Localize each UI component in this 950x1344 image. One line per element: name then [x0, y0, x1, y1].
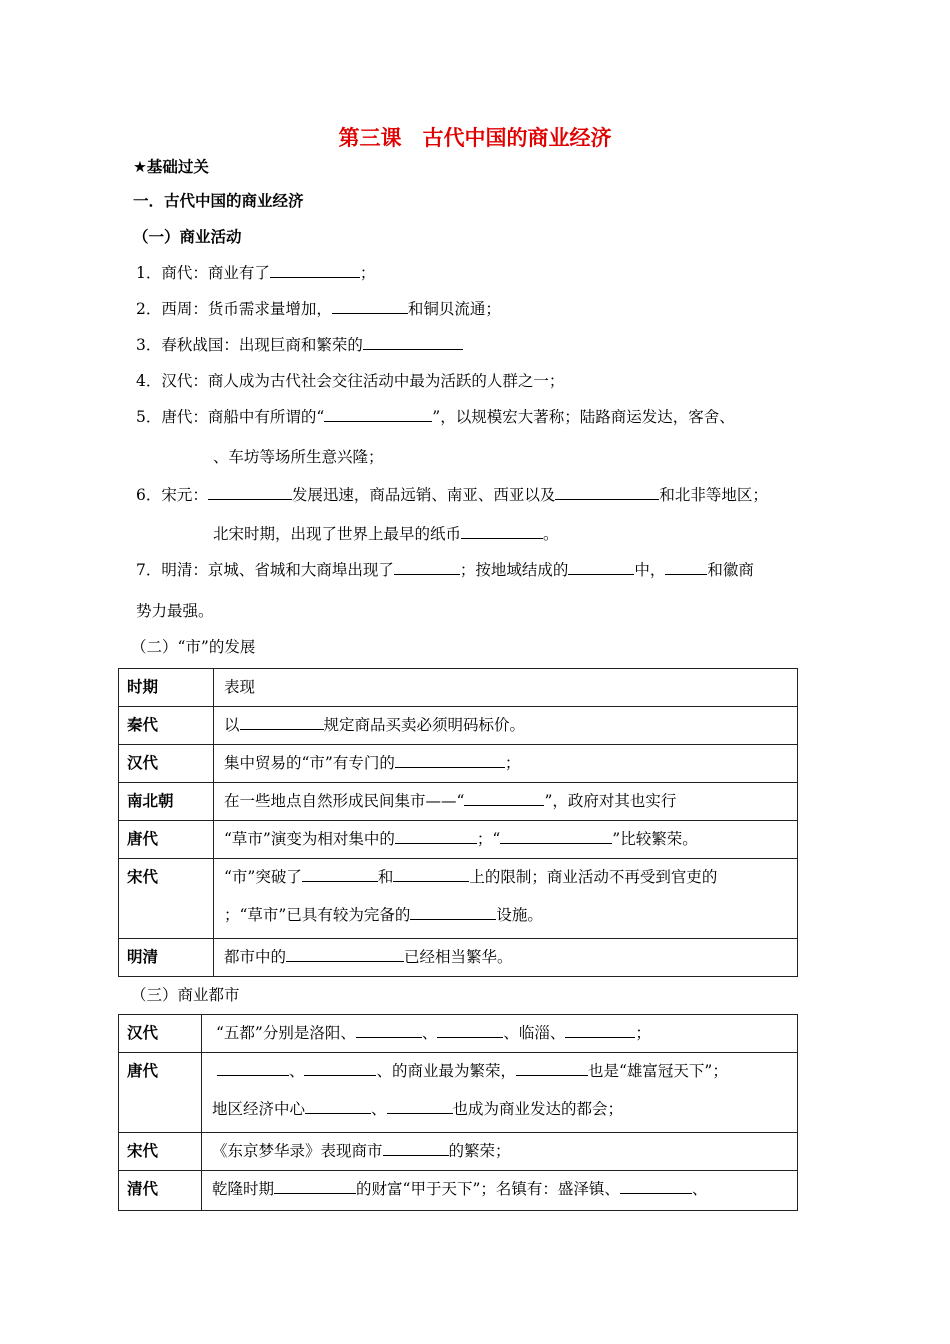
- cell-text: 上的限制；商业活动不再受到官吏的: [469, 868, 718, 886]
- cell-text: 设施。: [496, 906, 543, 924]
- fill-blank[interactable]: [395, 755, 505, 768]
- fill-blank[interactable]: [461, 526, 543, 539]
- item-2-end: 和铜贝流通；: [407, 300, 501, 318]
- cell-text: ；“草市”已具有较为完备的: [224, 906, 411, 924]
- table-row: [119, 859, 798, 939]
- item-1: [136, 261, 375, 283]
- cell-text: ”比较繁荣。: [612, 830, 698, 848]
- cell-text: 的繁荣；: [448, 1142, 511, 1160]
- subheading-activities: （一）商业活动: [133, 228, 242, 246]
- cell-text: 以: [224, 716, 240, 734]
- cell-text: 乾隆时期: [212, 1180, 275, 1198]
- cell-text: ；: [504, 754, 521, 772]
- cell-text: “五都”分别是洛阳、: [216, 1024, 356, 1042]
- cell-text: ；“: [476, 830, 501, 848]
- item-6-end: 和北非等地区；: [659, 486, 768, 504]
- row-content: [214, 707, 798, 745]
- fill-blank[interactable]: [665, 562, 707, 575]
- item-1-text: 1．商代：商业有了: [136, 264, 270, 282]
- row-period: 宋代: [119, 859, 214, 939]
- table-row: [119, 1133, 798, 1171]
- cell-text: 、: [371, 1100, 387, 1118]
- row-content: [202, 1015, 798, 1053]
- item-6-line2-text: 北宋时期，出现了世界上最早的纸币: [213, 525, 462, 543]
- fill-blank[interactable]: [500, 831, 612, 844]
- cell-text: 在一些地点自然形成民间集市——“: [224, 792, 465, 810]
- commercial-cities-table: [118, 1014, 798, 1211]
- item-6-text: 6．宋元：: [136, 486, 208, 504]
- item-1-end: ；: [359, 264, 376, 282]
- fill-blank[interactable]: [274, 1181, 356, 1194]
- cell-text: 也成为商业发达的都会；: [452, 1100, 624, 1118]
- section-basic: ★基础过关: [133, 158, 209, 176]
- item-5-line2: 、车坊等场所生意兴隆；: [213, 448, 384, 466]
- row-content: [214, 859, 798, 939]
- item-5-text: 5．唐代：商船中有所谓的“: [136, 408, 325, 426]
- fill-blank[interactable]: [565, 1025, 635, 1038]
- fill-blank[interactable]: [304, 1063, 376, 1076]
- cell-text: 地区经济中心: [212, 1100, 306, 1118]
- row-content: [214, 821, 798, 859]
- row-period: 汉代: [119, 1015, 202, 1053]
- cell-text: 的财富“甲于天下”；名镇有：盛泽镇、: [356, 1180, 620, 1198]
- cell-text: “市”突破了: [224, 868, 302, 886]
- table-row: [119, 1015, 798, 1053]
- fill-blank[interactable]: [302, 869, 378, 882]
- table-header-period: 时期: [119, 669, 214, 707]
- fill-blank[interactable]: [383, 1143, 449, 1156]
- fill-blank[interactable]: [332, 301, 408, 314]
- table-row: [119, 1171, 798, 1211]
- heading-commerce: 一．古代中国的商业经济: [133, 192, 304, 210]
- cell-text: 、临淄、: [503, 1024, 566, 1042]
- item-2-text: 2．西周：货币需求量增加，: [136, 300, 332, 318]
- item-5: [136, 405, 735, 427]
- fill-blank[interactable]: [240, 717, 324, 730]
- fill-blank[interactable]: [395, 831, 477, 844]
- cell-text: 和: [377, 868, 394, 886]
- page-title: 第三课 古代中国的商业经济: [338, 126, 612, 150]
- fill-blank[interactable]: [568, 562, 634, 575]
- fill-blank[interactable]: [516, 1063, 588, 1076]
- fill-blank[interactable]: [464, 793, 544, 806]
- fill-blank[interactable]: [394, 562, 460, 575]
- cell-text: 、: [691, 1180, 708, 1198]
- cell-text: 规定商品买卖必须明码标价。: [323, 716, 526, 734]
- item-5-cont: ”，以规模宏大著称；陆路商运发达，客舍、: [432, 408, 735, 426]
- cell-text: 、: [421, 1024, 438, 1042]
- table-row: [119, 745, 798, 783]
- item-6-cont: 发展迅速，商品远销、南亚、西亚以及: [291, 486, 556, 504]
- cell-text: 也是“雄富冠天下”；: [587, 1062, 728, 1080]
- table-row: [119, 783, 798, 821]
- cell-text: 已经相当繁华。: [404, 948, 513, 966]
- row-period: 唐代: [119, 821, 214, 859]
- item-7-end: 和徽商: [707, 561, 754, 579]
- fill-blank[interactable]: [410, 907, 496, 920]
- row-period: 明清: [119, 939, 214, 977]
- fill-blank[interactable]: [208, 487, 292, 500]
- row-content: [214, 745, 798, 783]
- item-7: [136, 558, 754, 580]
- item-6-line2-end: 。: [543, 525, 559, 543]
- fill-blank[interactable]: [620, 1181, 692, 1194]
- item-7-cont2: 中，: [634, 561, 666, 579]
- item-3-text: 3．春秋战国：出现巨商和繁荣的: [136, 336, 363, 354]
- subheading-cities: （三）商业都市: [131, 986, 240, 1004]
- item-4: 4．汉代：商人成为古代社会交往活动中最为活跃的人群之一；: [136, 372, 565, 390]
- row-period: 汉代: [119, 745, 214, 783]
- cell-text: ；: [635, 1024, 651, 1042]
- item-7-text: 7．明清：京城、省城和大商埠出现了: [136, 561, 394, 579]
- item-7-line2: 势力最强。: [136, 602, 214, 620]
- row-content: [202, 1133, 798, 1171]
- fill-blank[interactable]: [270, 265, 360, 278]
- fill-blank[interactable]: [363, 337, 463, 350]
- table-header-content: 表现: [214, 669, 798, 707]
- item-6: [136, 483, 768, 505]
- cell-text: 、的商业最为繁荣，: [376, 1062, 516, 1080]
- fill-blank[interactable]: [356, 1025, 422, 1038]
- item-6-line2: [213, 522, 559, 544]
- row-content: [214, 783, 798, 821]
- row-period: 宋代: [119, 1133, 202, 1171]
- cell-text: 都市中的: [224, 948, 287, 966]
- fill-blank[interactable]: [324, 409, 432, 422]
- market-development-table: [118, 668, 798, 977]
- row-period: 南北朝: [119, 783, 214, 821]
- table-row: [119, 707, 798, 745]
- item-2: [136, 297, 501, 319]
- fill-blank[interactable]: [217, 1063, 289, 1076]
- table-row: [119, 939, 798, 977]
- item-7-cont: ；按地域结成的: [459, 561, 569, 579]
- row-period: 清代: [119, 1171, 202, 1211]
- item-3: [136, 333, 463, 355]
- cell-text: ”，政府对其也实行: [544, 792, 677, 810]
- table-row: [119, 821, 798, 859]
- cell-text: 集中贸易的“市”有专门的: [224, 754, 395, 772]
- cell-text: 《东京梦华录》表现商市: [212, 1142, 383, 1160]
- table-row: [119, 1053, 798, 1133]
- row-content: [202, 1053, 798, 1133]
- row-content: [202, 1171, 798, 1211]
- fill-blank[interactable]: [387, 1101, 453, 1114]
- fill-blank[interactable]: [286, 949, 404, 962]
- row-period: 唐代: [119, 1053, 202, 1133]
- row-content: [214, 939, 798, 977]
- fill-blank[interactable]: [305, 1101, 371, 1114]
- cell-text: “草市”演变为相对集中的: [224, 830, 395, 848]
- fill-blank[interactable]: [555, 487, 659, 500]
- cell-text: 、: [288, 1062, 305, 1080]
- subheading-market: （二）“市”的发展: [131, 638, 256, 656]
- row-period: 秦代: [119, 707, 214, 745]
- fill-blank[interactable]: [437, 1025, 503, 1038]
- fill-blank[interactable]: [393, 869, 469, 882]
